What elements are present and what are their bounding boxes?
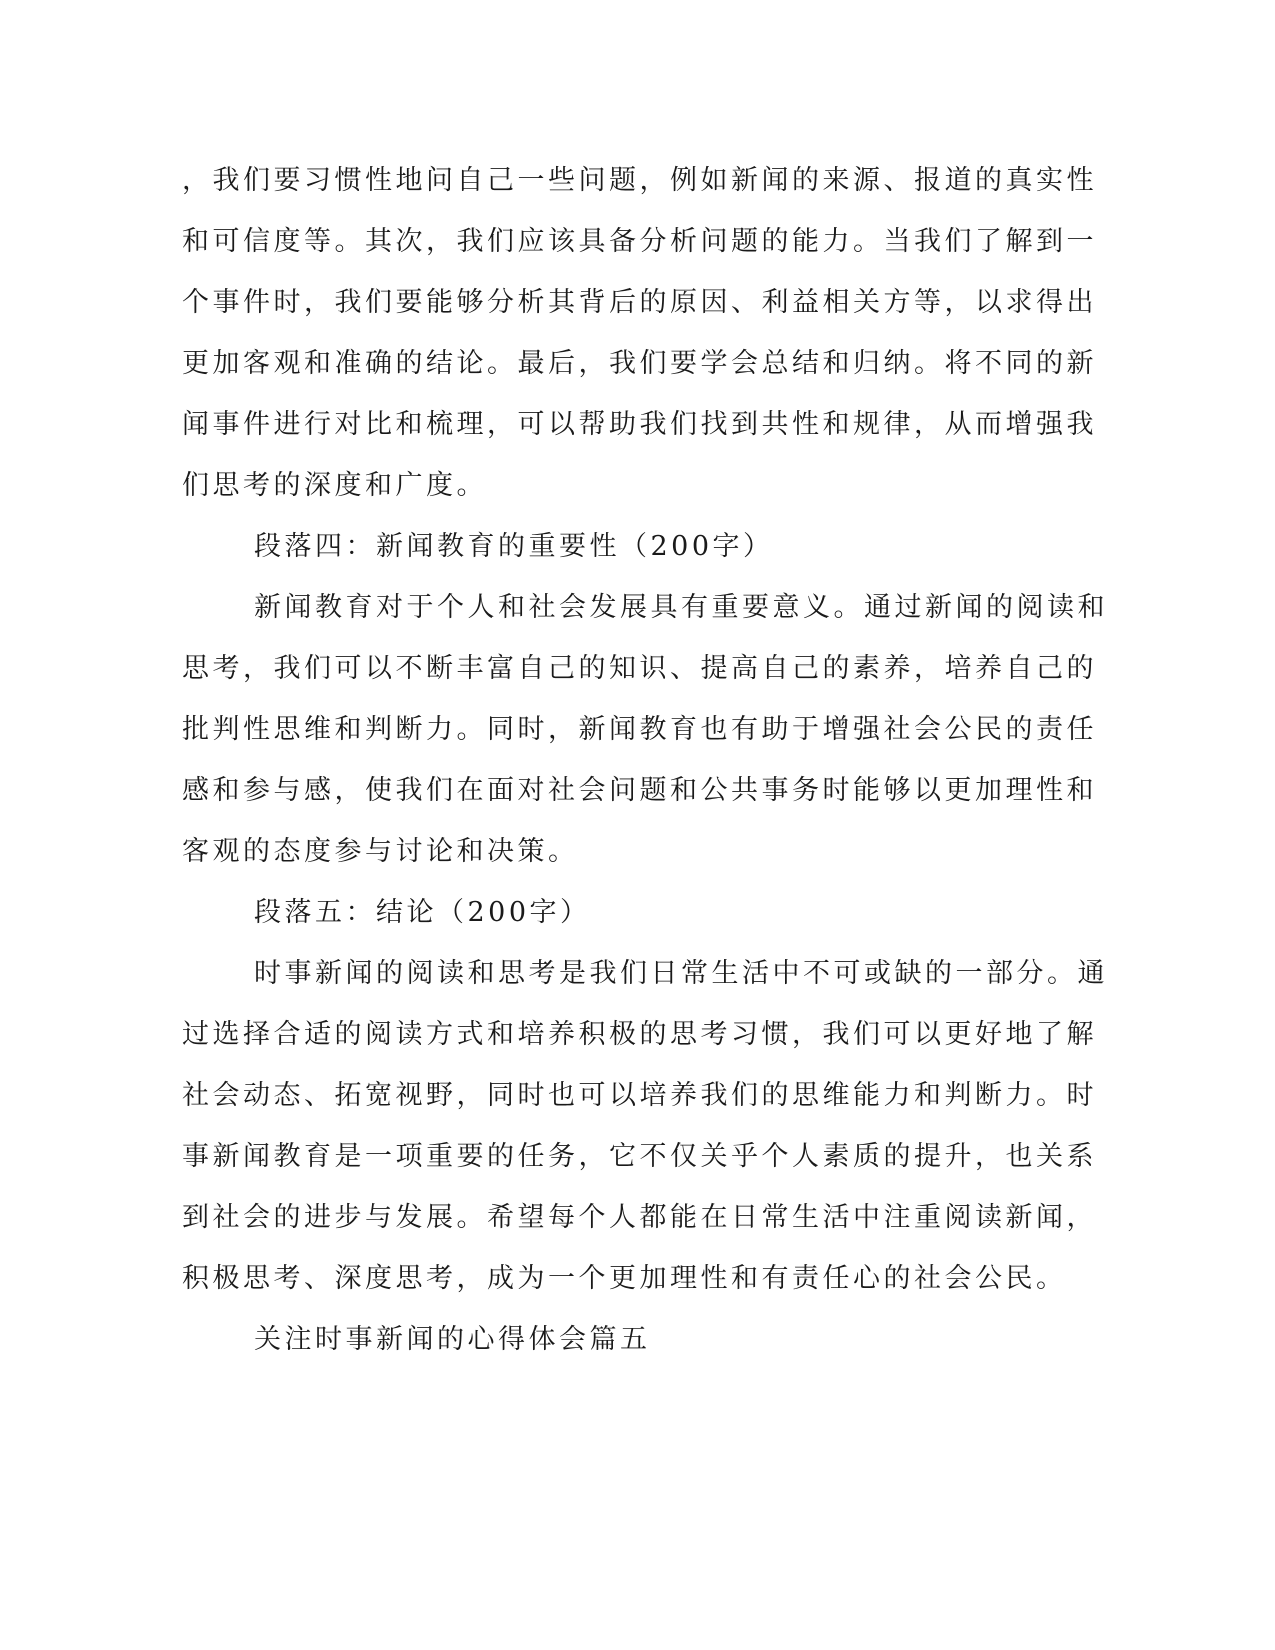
paragraph-line: 们思考的深度和广度。 xyxy=(182,470,487,501)
paragraph-line: 事新闻教育是一项重要的任务，它不仅关乎个人素质的提升，也关系 xyxy=(182,1141,1097,1172)
paragraph-line: 闻事件进行对比和梳理，可以帮助我们找到共性和规律，从而增强我 xyxy=(182,409,1097,440)
paragraph-line: 社会动态、拓宽视野，同时也可以培养我们的思维能力和判断力。时 xyxy=(182,1080,1097,1111)
section-heading: 段落四：新闻教育的重要性（200字） xyxy=(254,531,774,562)
section-title: 关注时事新闻的心得体会篇五 xyxy=(254,1324,651,1355)
paragraph-line: 新闻教育对于个人和社会发展具有重要意义。通过新闻的阅读和 xyxy=(254,592,1108,623)
document-body xyxy=(182,150,1108,1370)
paragraph-line: 积极思考、深度思考，成为一个更加理性和有责任心的社会公民。 xyxy=(182,1263,1067,1294)
paragraph-line: 时事新闻的阅读和思考是我们日常生活中不可或缺的一部分。通 xyxy=(254,958,1108,989)
paragraph-line: 过选择合适的阅读方式和培养积极的思考习惯，我们可以更好地了解 xyxy=(182,1019,1097,1050)
paragraph-line: 和可信度等。其次，我们应该具备分析问题的能力。当我们了解到一 xyxy=(182,226,1097,257)
paragraph-line: 思考，我们可以不断丰富自己的知识、提高自己的素养，培养自己的 xyxy=(182,653,1097,684)
paragraph-line: 批判性思维和判断力。同时，新闻教育也有助于增强社会公民的责任 xyxy=(182,714,1097,745)
paragraph-line: 到社会的进步与发展。希望每个人都能在日常生活中注重阅读新闻， xyxy=(182,1202,1097,1233)
paragraph-line: 感和参与感，使我们在面对社会问题和公共事务时能够以更加理性和 xyxy=(182,775,1097,806)
paragraph-line: 个事件时，我们要能够分析其背后的原因、利益相关方等，以求得出 xyxy=(182,287,1097,318)
paragraph-line: 更加客观和准确的结论。最后，我们要学会总结和归纳。将不同的新 xyxy=(182,348,1097,379)
paragraph-line: 客观的态度参与讨论和决策。 xyxy=(182,836,579,867)
paragraph-line: ，我们要习惯性地问自己一些问题，例如新闻的来源、报道的真实性 xyxy=(182,165,1097,196)
section-heading: 段落五：结论（200字） xyxy=(254,897,591,928)
